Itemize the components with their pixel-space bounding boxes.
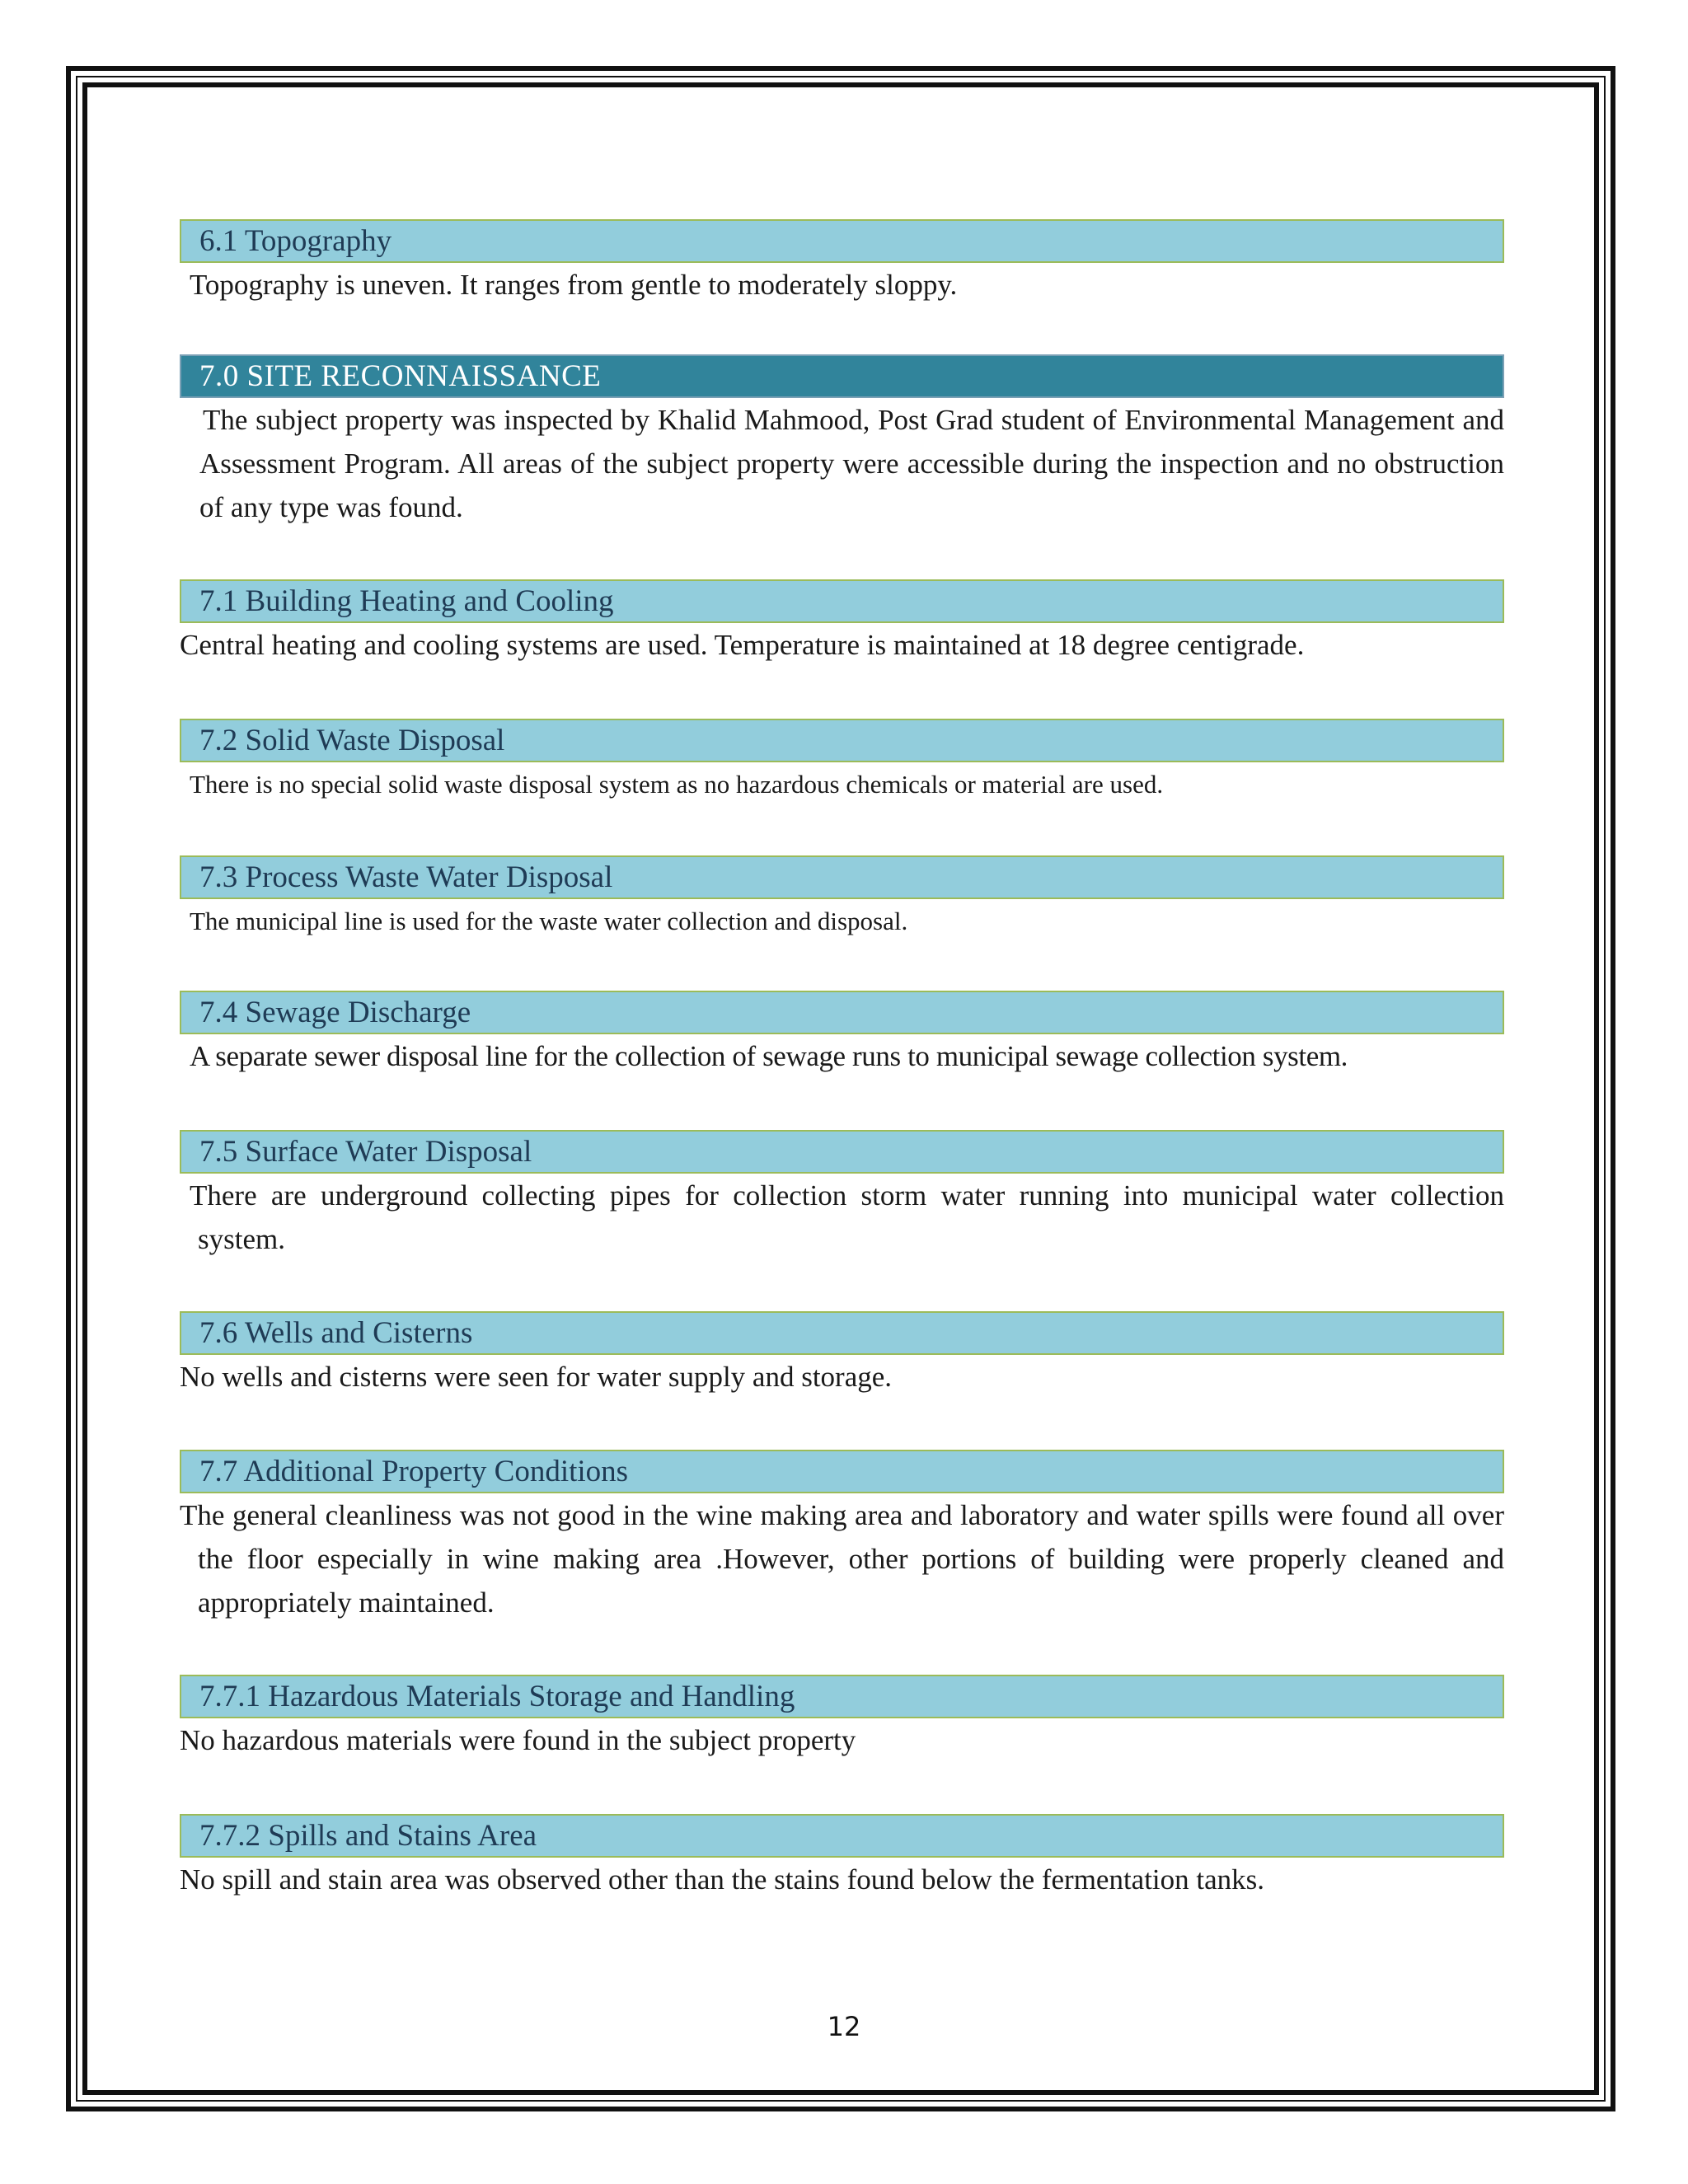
section-solid-waste-disposal <box>180 719 1504 806</box>
section-heading: 7.5 Surface Water Disposal <box>180 1130 1504 1174</box>
section-heading: 7.0 SITE RECONNAISSANCE <box>180 354 1504 398</box>
section-additional-property-conditions <box>180 1450 1504 1624</box>
section-hazardous-materials <box>180 1675 1504 1762</box>
section-body: Topography is uneven. It ranges from gentle to moderately sloppy. <box>190 269 958 301</box>
section-body: No spill and stain area was observed other than the stains found below the fermentation tanks. <box>180 1863 1265 1896</box>
section-heading: 7.7.2 Spills and Stains Area <box>180 1814 1504 1858</box>
section-body: No wells and cisterns were seen for water supply and storage. <box>180 1361 893 1393</box>
section-body: Central heating and cooling systems are used. Temperature is maintained at 18 degree centigrade. <box>180 629 1305 661</box>
section-surface-water-disposal <box>180 1130 1504 1261</box>
section-building-heating-cooling <box>180 579 1504 667</box>
section-heading: 7.4 Sewage Discharge <box>180 991 1504 1034</box>
section-heading: 6.1 Topography <box>180 219 1504 263</box>
section-body: A separate sewer disposal line for the collection of sewage runs to municipal sewage collection system. <box>190 1040 1348 1072</box>
page-number: 12 <box>827 2011 861 2042</box>
section-heading: 7.2 Solid Waste Disposal <box>180 719 1504 762</box>
section-heading: 7.7 Additional Property Conditions <box>180 1450 1504 1493</box>
section-heading: 7.3 Process Waste Water Disposal <box>180 855 1504 899</box>
section-site-reconnaissance <box>180 354 1504 529</box>
section-process-waste-water <box>180 855 1504 943</box>
section-heading: 7.1 Building Heating and Cooling <box>180 579 1504 623</box>
section-spills-stains <box>180 1814 1504 1901</box>
section-body: The general cleanliness was not good in the wine making area and laboratory and water spills were found all over the floor especially in wine making area .However, other portions of building were properly cleaned and appropriately maintained. <box>180 1499 1504 1619</box>
section-sewage-discharge <box>180 991 1504 1078</box>
section-body: The subject property was inspected by Khalid Mahmood, Post Grad student of Environmental Management and Assessment Program. All areas of the subject property were accessible during the inspection and no obstruction of any type was found. <box>199 404 1504 523</box>
section-heading: 7.7.1 Hazardous Materials Storage and Handling <box>180 1675 1504 1718</box>
section-body: There is no special solid waste disposal system as no hazardous chemicals or material are used. <box>190 770 1164 799</box>
section-topography <box>180 219 1504 307</box>
section-body: No hazardous materials were found in the subject property <box>180 1724 856 1756</box>
section-body: The municipal line is used for the waste water collection and disposal. <box>190 907 908 935</box>
section-body: There are underground collecting pipes for collection storm water running into municipal water collection system. <box>190 1179 1504 1255</box>
section-heading: 7.6 Wells and Cisterns <box>180 1311 1504 1355</box>
section-wells-cisterns <box>180 1311 1504 1399</box>
